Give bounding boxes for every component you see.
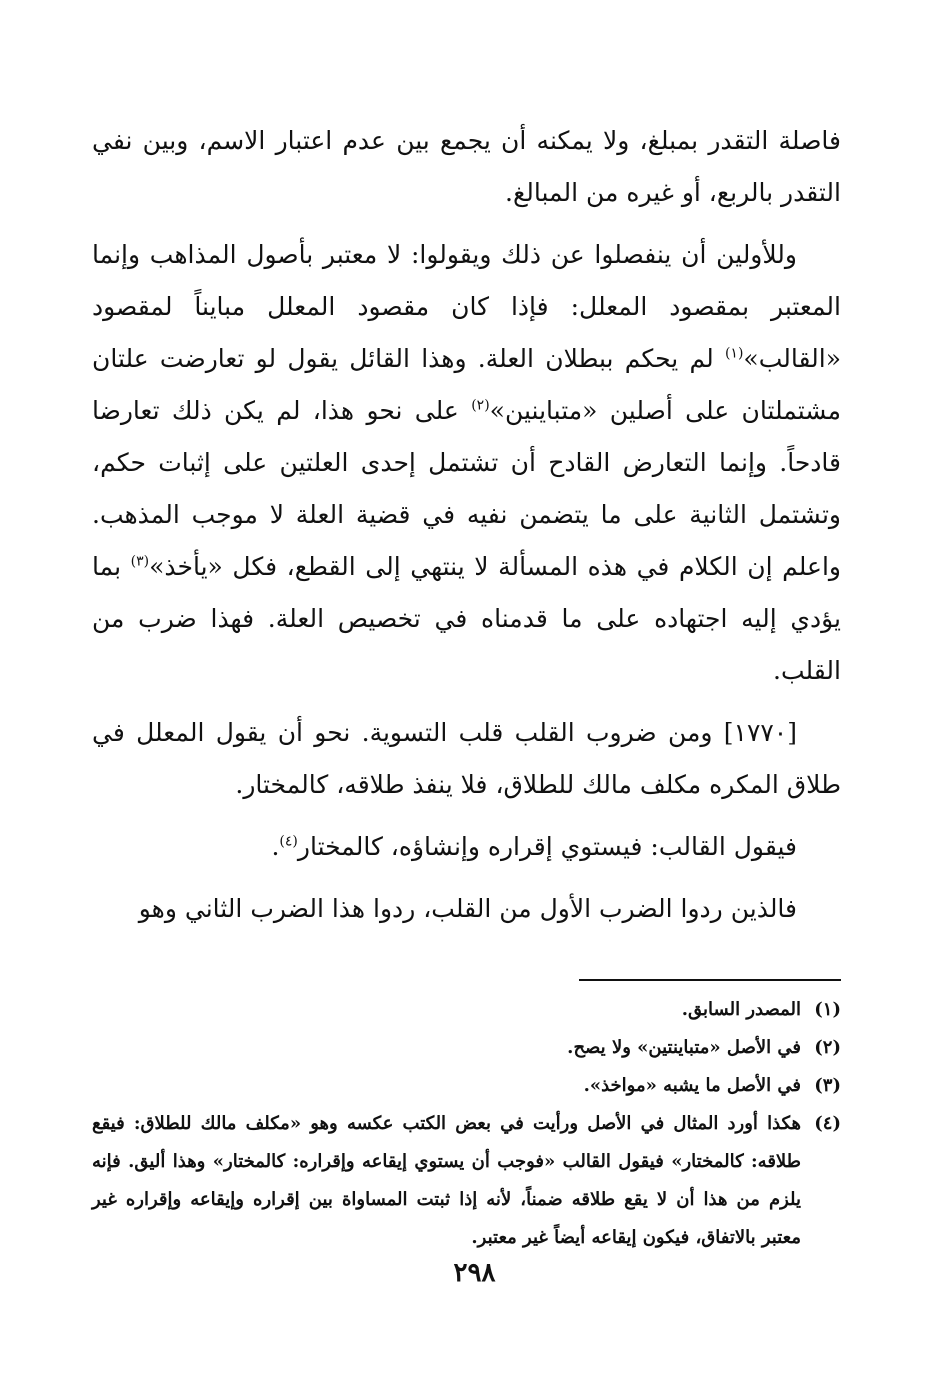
main-text bbox=[92, 115, 841, 935]
footnote-number: (٣) bbox=[814, 1075, 841, 1096]
footnote-number: (١) bbox=[814, 999, 841, 1020]
paragraph-4 bbox=[92, 821, 841, 873]
paragraph-5 bbox=[92, 883, 841, 935]
footnote-marker: (١) bbox=[724, 345, 744, 362]
text-run: على نحو هذا، لم يكن ذلك تعارضا قادحاً. وإنما التعارض القادح أن تشتمل إحدى العلتين على إثبات حكم، وتشتمل الثانية على ما يتضمن نفيه في قضية العلة لا موجب المذهب. واعلم إن الكلام في هذه المسألة لا ينتهي إلى القطع، فكل «يأخذ» bbox=[92, 396, 841, 581]
text-run: لم يحكم ببطلان العلة. وهذا القائل يقول لو تعارضت علتان مشتملتان على أصلين «متباينين» bbox=[92, 344, 841, 425]
footnote-number: (٢) bbox=[814, 1037, 841, 1058]
page-number: ٢٩٨ bbox=[453, 1258, 496, 1288]
footnote-text: في الأصل «متباينتين» ولا يصح. bbox=[567, 1037, 801, 1058]
footnotes bbox=[92, 991, 841, 1257]
text-run: فالذين ردوا الضرب الأول من القلب، ردوا هذا الضرب الثاني وهو bbox=[138, 894, 797, 923]
footnote-separator bbox=[579, 979, 841, 981]
paragraph-2 bbox=[92, 229, 841, 697]
text-run: وللأولين أن ينفصلوا عن ذلك ويقولوا: لا معتبر بأصول المذاهب وإنما المعتبر بمقصود المعلل: فإذا كان مقصود المعلل مبايناً لمقصود «القالب» bbox=[92, 240, 841, 373]
paragraph-3 bbox=[92, 707, 841, 811]
footnote-marker: (٤) bbox=[279, 833, 298, 850]
text-run: . bbox=[271, 832, 280, 861]
footnote-4 bbox=[92, 1105, 841, 1257]
footnote-number: (٤) bbox=[814, 1113, 841, 1134]
footnote-2 bbox=[92, 1029, 841, 1067]
text-run: [١٧٧٠] ومن ضروب القلب قلب التسوية. نحو أن يقول المعلل في طلاق المكره مكلف مالك للطلاق، فلا ينفذ طلاقه، كالمختار. bbox=[92, 718, 841, 799]
footnote-marker: (٣) bbox=[130, 553, 150, 570]
footnote-1 bbox=[92, 991, 841, 1029]
footnote-text: هكذا أورد المثال في الأصل ورأيت في بعض الكتب عكسه وهو «مكلف مالك للطلاق: فيقع طلاقه: كالمختار» فيقول القالب «فوجب أن يستوي إيقاعه وإقراره: كالمختار» وهذا أليق. فإنه يلزم من هذا أن لا يقع طلاقه ضمناً، لأنه إذا ثبتت المساواة بين إقراره وإيقاعه وإقراره غير معتبر بالاتفاق، فيكون إيقاعه أيضاً غير معتبر. bbox=[92, 1113, 801, 1248]
footnote-3 bbox=[92, 1067, 841, 1105]
text-run: فاصلة التقدر بمبلغ، ولا يمكنه أن يجمع بين عدم اعتبار الاسم، وبين نفي التقدر بالربع، أو غيره من المبالغ. bbox=[92, 126, 841, 207]
text-run: فيقول القالب: فيستوي إقراره وإنشاؤه، كالمختار bbox=[297, 832, 797, 861]
text-run: بما يؤدي إليه اجتهاده على ما قدمناه في تخصيص العلة. فهذا ضرب من القلب. bbox=[92, 552, 841, 685]
footnote-marker: (٢) bbox=[471, 397, 490, 414]
footnote-text: في الأصل ما يشبه «مواخذ». bbox=[583, 1075, 801, 1096]
footnote-text: المصدر السابق. bbox=[681, 999, 801, 1020]
paragraph-1 bbox=[92, 115, 841, 219]
